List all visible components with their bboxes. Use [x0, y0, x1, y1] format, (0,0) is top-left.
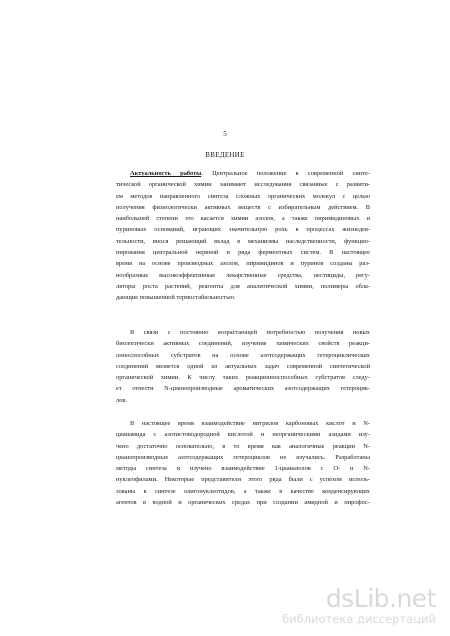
text-line: получения физиологически активных веществ с избирательным действием. В — [116, 203, 370, 211]
text-line: цианопроизводных азотсодержащих гетероциклов не изучались. Разработаны — [116, 453, 370, 461]
watermark-subtitle: библиотека диссертаций — [282, 612, 436, 626]
text-line: чено достаточно основательно, в то время как аналогичные реакции N- — [116, 442, 370, 450]
text-line: ем методов направленного синтеза сложных органических молекул с целью — [116, 192, 370, 200]
text-line: агентов в водной и органических средах при создании амидной и пирофос- — [116, 499, 370, 507]
paragraph-current-state — [116, 418, 370, 508]
text-line: цианамида с азотистоводородной кислотой и неорганическими азидами изу- — [116, 431, 370, 439]
text-line: онноспособных субстратов на основе азотсодержащих гетероциклических — [116, 351, 370, 359]
section-heading: ВВЕДЕНИЕ — [205, 151, 245, 159]
text-line: биологически активных соединений, изучение химических свойств реакци- — [116, 340, 370, 348]
paragraph-relevance — [116, 168, 370, 304]
text-line: ет отнести N-цианопроизводные ароматических азотсодержащих гетероцик- — [116, 385, 370, 393]
watermark — [282, 586, 436, 626]
text-line: В настоящее время взаимодействие нитрилов карбоновых кислот и N- — [130, 420, 370, 427]
page-number: 5 — [223, 130, 227, 138]
text-line: методы синтеза и изучено взаимодействие 1-цианазолов с О- и N- — [116, 465, 370, 473]
text-line: В связи с постоянно возрастающей потребностью получения новых — [130, 329, 370, 336]
text-line: тельности, внося решающий вклад в механизмы наследственности, функцио- — [116, 237, 370, 245]
text-line: соединений является одной из актуальных задач современной синтетической — [116, 362, 370, 370]
paragraph-need — [116, 327, 370, 406]
text-line: нообразные высокоэффективные лекарственные средства, пестициды, регу- — [116, 271, 370, 279]
relevance-label: Актуальность работы — [130, 170, 202, 177]
text-line: нирования центральной нервной и ряда ферментных систем. В настоящее — [116, 249, 370, 257]
text-line-content: . Центральное положение в современной синте- — [201, 170, 370, 177]
text-line: тической органической химии занимают исследования связанные с развити- — [116, 181, 370, 189]
text-line: лов. — [116, 396, 127, 404]
watermark-logo: dsLib.net — [325, 584, 436, 613]
text-line: пуриновых оснований, играющих значительную роль в процессах жизнедея- — [116, 226, 370, 234]
text-line: зованы в синтезе олигонуклеотидов, а также в качестве конденсирующих — [116, 487, 370, 495]
text-line: наибольшей степени это касается химии азолов, а также пиримидиновых и — [116, 215, 370, 223]
text-line: нуклеофилами. Некоторые представители этого ряда были с успехом исполь- — [116, 476, 370, 484]
text-line: органической химии. К числу таких реакционноспособных субстратов следу- — [116, 374, 370, 382]
text-line: дающие повышенной термостабильностью. — [116, 294, 236, 302]
text-line: время на основе производных азолов, пиримидинов и пуринов созданы раз- — [116, 260, 370, 268]
text-line: ляторы роста растений, реагенты для аналитической химии, полимеры облa- — [116, 282, 370, 290]
text-line — [116, 168, 370, 179]
